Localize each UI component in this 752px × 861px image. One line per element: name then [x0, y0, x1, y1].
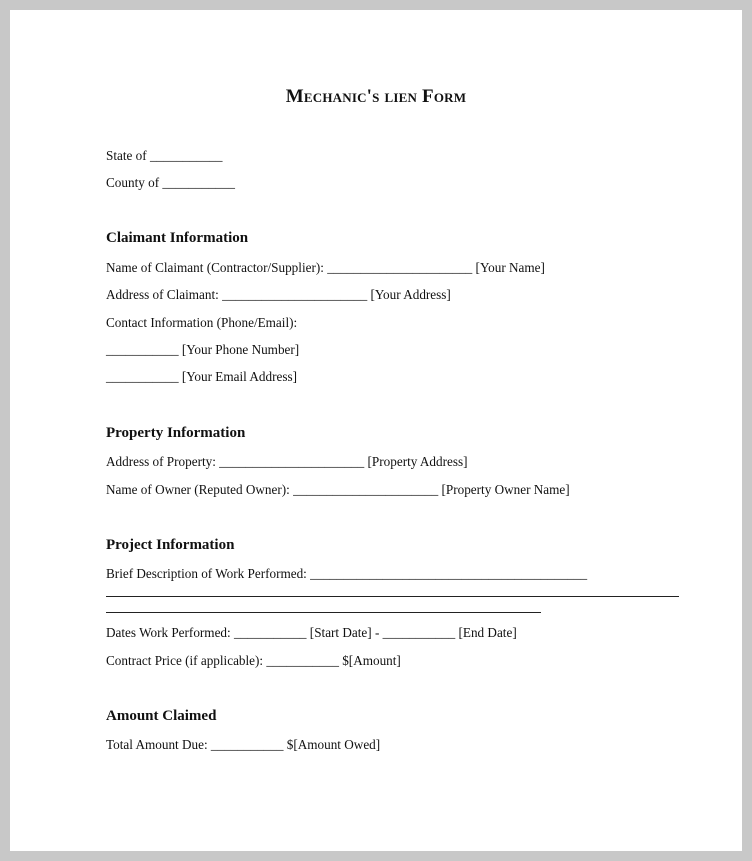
amount-heading: Amount Claimed	[106, 708, 217, 724]
property-address-field[interactable]: Address of Property: ______________________ [Property Address]	[106, 454, 468, 469]
claimant-address-field[interactable]: Address of Claimant: ______________________ [Your Address]	[106, 287, 451, 302]
state-field[interactable]: State of ___________	[106, 148, 223, 163]
document-title: Mechanic's lien Form	[285, 86, 467, 107]
contact-info-label: Contact Information (Phone/Email):	[106, 315, 298, 330]
property-heading: Property Information	[106, 425, 246, 441]
project-heading: Project Information	[106, 537, 235, 553]
contract-price-field[interactable]: Contract Price (if applicable): ___________ $[Amount]	[106, 653, 401, 668]
work-description-field[interactable]: Brief Description of Work Performed: __________________________________________	[106, 566, 588, 581]
owner-name-field[interactable]: Name of Owner (Reputed Owner): ______________________ [Property Owner Name]	[106, 482, 570, 497]
description-line-2[interactable]	[106, 596, 679, 597]
claimant-heading: Claimant Information	[106, 230, 249, 246]
phone-field[interactable]: ___________ [Your Phone Number]	[106, 342, 300, 357]
county-field[interactable]: County of ___________	[106, 175, 235, 190]
work-dates-field[interactable]: Dates Work Performed: ___________ [Start Date] - ___________ [End Date]	[106, 625, 517, 640]
description-line-3[interactable]	[106, 612, 541, 613]
total-amount-field[interactable]: Total Amount Due: ___________ $[Amount Owed]	[106, 737, 381, 752]
document-page	[10, 10, 742, 851]
email-field[interactable]: ___________ [Your Email Address]	[106, 369, 297, 384]
claimant-name-field[interactable]: Name of Claimant (Contractor/Supplier): ______________________ [Your Name]	[106, 260, 545, 275]
